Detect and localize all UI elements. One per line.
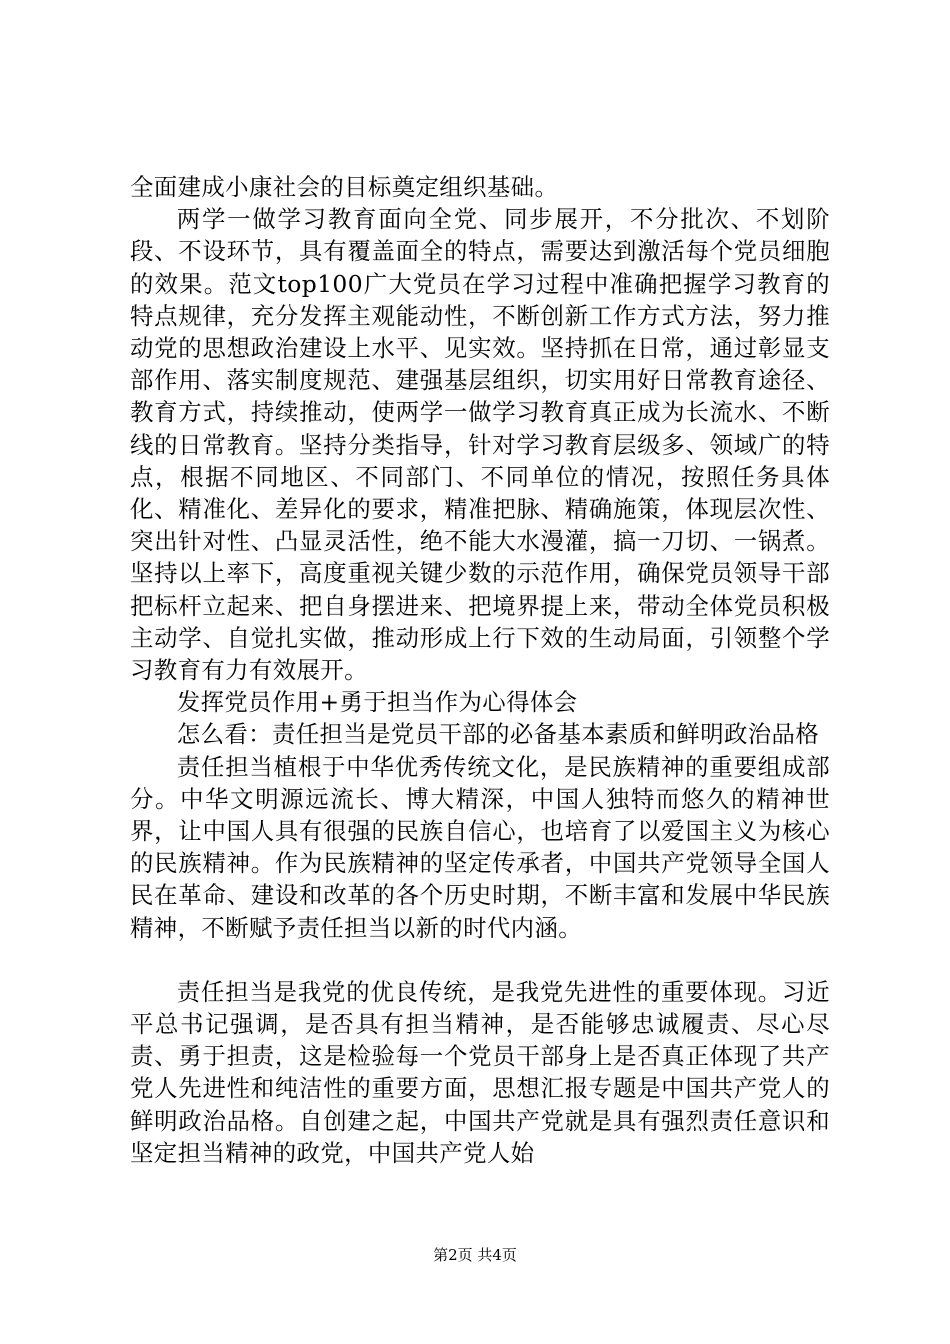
section-heading: 发挥党员作用+勇于担当作为心得体会 [176, 688, 578, 717]
document-body [130, 171, 830, 1169]
paragraph-party-tradition: 责任担当是我党的优良传统，是我党先进性的重要体现。习近平总书记强调，是否具有担当精神，是否能够忠诚履责、尽心尽责、勇于担责，这是检验每一个党员干部身上是否真正体现了共产党人先进性和纯洁性的重要方面，思想汇报专题是中国共产党人的鲜明政治品格。自创建之起，中国共产党就是具有强烈责任意识和坚定担当精神的政党，中国共产党人始 [130, 977, 830, 1167]
page-footer: 第2页 共4页 [433, 1246, 517, 1264]
paragraph-gap [130, 944, 830, 976]
subsection-heading: 怎么看：责任担当是党员干部的必备基本素质和鲜明政治品格 [176, 720, 820, 749]
paragraph-continuation: 全面建成小康社会的目标奠定组织基础。 [130, 173, 559, 201]
paragraph-two-studies: 两学一做学习教育面向全党、同步展开，不分批次、不划阶段、不设环节，具有覆盖面全的特点，需要达到激活每个党员细胞的效果。范文top100广大党员在学习过程中准确把握学习教育的特点规律，充分发挥主观能动性，不断创新工作方式方法，努力推动党的思想政治建设上水平、见实效。坚持抓在日常，通过彰显支部作用、落实制度规范、建强基层组织，切实用好日常教育途径、教育方式，持续推动，使两学一做学习教育真正成为长流水、不断线的日常教育。坚持分类指导，针对学习教育层级多、领域广的特点，根据不同地区、不同部门、不同单位的情况，按照任务具体化、精准化、差异化的要求，精准把脉、精确施策，体现层次性、突出针对性、凸显灵活性，绝不能大水漫灌，搞一刀切、一锅煮。坚持以上率下，高度重视关键少数的示范作用，确保党员领导干部把标杆立起来、把自身摆进来、把境界提上来，带动全体党员积极主动学、自觉扎实做，推动形成上行下效的生动局面，引领整个学习教育有力有效展开。 [130, 205, 830, 685]
paragraph-culture-roots: 责任担当植根于中华优秀传统文化，是民族精神的重要组成部分。中华文明源远流长、博大精深，中国人独特而悠久的精神世界，让中国人具有很强的民族自信心，也培育了以爱国主义为核心的民族精神。作为民族精神的坚定传承者，中国共产党领导全国人民在革命、建设和改革的各个历史时期，不断丰富和发展中华民族精神，不断赋予责任担当以新的时代内涵。 [130, 752, 830, 942]
